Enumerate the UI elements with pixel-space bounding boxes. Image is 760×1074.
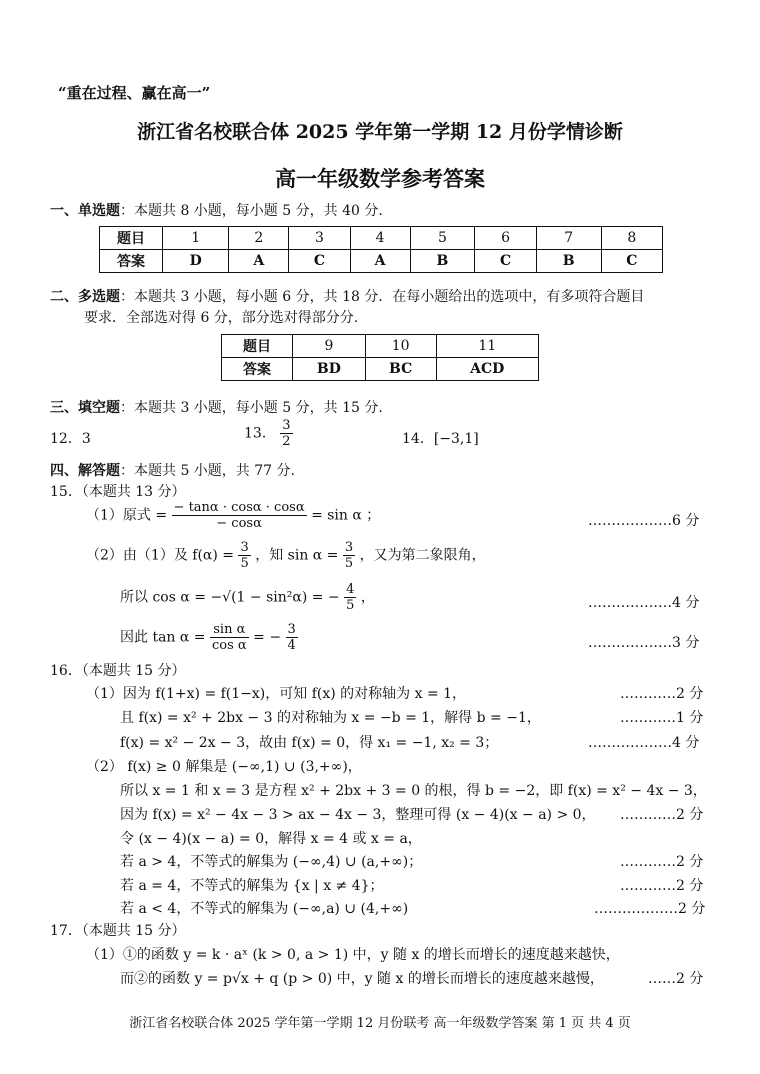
q15-p1-suffix: = sin α ； — [311, 507, 381, 524]
fraction — [210, 622, 249, 653]
question-number: 4 — [350, 227, 410, 250]
answer-q14: 14．[−3,1] — [402, 431, 479, 447]
q15-p4-a: 因此 tan α = — [120, 629, 206, 646]
table-row — [222, 358, 539, 381]
score-mark: ………………4 分 — [588, 595, 700, 611]
section3-heading — [50, 397, 383, 417]
q13-prefix: 13． — [244, 425, 276, 442]
score-mark: ……2 分 — [648, 971, 704, 987]
q17-heading: 17．（本题共 15 分） — [50, 923, 186, 939]
answer-cell: C — [475, 250, 536, 273]
score-mark: …………2 分 — [620, 878, 704, 894]
answer-cell: BC — [365, 358, 436, 381]
q15-heading: 15．（本题共 13 分） — [50, 484, 186, 500]
section4-heading — [50, 460, 295, 480]
question-number: 9 — [293, 335, 366, 358]
row-head-question: 题目 — [100, 227, 163, 250]
document-subtitle: 高一年级数学参考答案 — [275, 166, 485, 191]
numerator: 3 — [240, 540, 249, 555]
fraction — [238, 540, 250, 571]
score-mark: ………………2 分 — [594, 901, 706, 917]
document-title: 浙江省名校联合体 2025 学年第一学期 12 月份学情诊断 — [137, 121, 623, 143]
fraction — [172, 500, 307, 531]
q15-part2-tan — [120, 622, 298, 653]
score-mark: ………………4 分 — [588, 735, 700, 751]
numerator: 4 — [346, 582, 355, 597]
score-mark: …………2 分 — [620, 686, 704, 702]
q16-line: 令 (x − 4)(x − a) = 0，解得 x = 4 或 x = a， — [120, 831, 422, 847]
section1-heading — [50, 200, 383, 220]
score-mark: …………2 分 — [620, 807, 704, 823]
section1-desc: ：本题共 8 小题，每小题 5 分，共 40 分. — [120, 203, 383, 219]
answer-cell: D — [163, 250, 229, 273]
question-number: 2 — [229, 227, 289, 250]
fraction — [343, 540, 355, 571]
q15-p3-a: 所以 cos α = −√(1 − sin²α) = − — [120, 589, 340, 606]
section2-label: 二、多选题 — [50, 289, 120, 305]
page-footer: 浙江省名校联合体 2025 学年第一学期 12 月份联考 高一年级数学答案 第 1 页 共 4 页 — [129, 1016, 631, 1031]
q16-heading: 16．（本题共 15 分） — [50, 663, 186, 679]
q16-line: （1）因为 f(1+x) = f(1−x)，可知 f(x) 的对称轴为 x = 1， — [86, 686, 467, 702]
table-row — [222, 335, 539, 358]
section4-label: 四、解答题 — [50, 463, 120, 479]
denominator: 2 — [282, 434, 291, 449]
section3-desc: ：本题共 3 小题，每小题 5 分，共 15 分. — [120, 400, 383, 416]
answer-q12: 12．3 — [50, 431, 91, 447]
q15-p2-b: ，知 sin α = — [255, 547, 339, 564]
row-head-answer: 答案 — [222, 358, 293, 381]
section1-label: 一、单选题 — [50, 203, 120, 219]
q16-line: 若 a = 4，不等式的解集为 {x | x ≠ 4}； — [120, 878, 384, 894]
q16-line: 因为 f(x) = x² − 4x − 3 > ax − 4x − 3，整理可得 (x − 4)(x − a) > 0， — [120, 807, 596, 823]
q17-line: 而②的函数 y = p√x + q (p > 0) 中，y 随 x 的增长而增长的速度越来越慢， — [120, 971, 604, 987]
answer-cell: C — [289, 250, 350, 273]
q17-line: （1）①的函数 y = k · aˣ (k > 0, a > 1) 中，y 随 x 的增长而增长的速度越来越快， — [86, 947, 620, 963]
q15-p1-prefix: （1）原式 = — [86, 507, 168, 524]
score-mark: …………2 分 — [620, 854, 704, 870]
answer-cell: BD — [293, 358, 366, 381]
section3-label: 三、填空题 — [50, 400, 120, 416]
question-number: 8 — [601, 227, 662, 250]
answer-cell: A — [350, 250, 410, 273]
denominator: 5 — [346, 598, 355, 613]
q15-p2-c: ，又为第二象限角， — [359, 547, 486, 564]
fraction — [286, 622, 298, 653]
numerator: 3 — [287, 622, 296, 637]
section4-desc: ：本题共 5 小题，共 77 分. — [120, 463, 295, 479]
q16-line: 若 a > 4，不等式的解集为 (−∞,4) ∪ (a,+∞)； — [120, 854, 423, 870]
answer-cell: A — [229, 250, 289, 273]
answer-cell: B — [410, 250, 475, 273]
multi-choice-answer-table — [221, 334, 539, 381]
denominator: cos α — [211, 638, 247, 653]
question-number: 10 — [365, 335, 436, 358]
section2-heading — [50, 286, 644, 306]
answer-cell: ACD — [436, 358, 538, 381]
q15-part2 — [86, 540, 486, 571]
q15-part2-cos — [120, 582, 375, 613]
row-head-answer: 答案 — [100, 250, 163, 273]
slogan: “重在过程、赢在高一” — [58, 84, 211, 102]
q15-p3-b: ， — [360, 589, 375, 606]
numerator: 3 — [344, 540, 354, 555]
question-number: 1 — [163, 227, 229, 250]
q16-line: 且 f(x) = x² + 2bx − 3 的对称轴为 x = −b = 1，解得 b = −1， — [120, 710, 541, 726]
question-number: 5 — [410, 227, 475, 250]
answer-q13 — [244, 418, 293, 449]
section2-desc: ：本题共 3 小题，每小题 6 分，共 18 分．在每小题给出的选项中，有多项符合题目 — [120, 289, 645, 305]
q15-p2-a: （2）由（1）及 f(α) = — [86, 547, 235, 564]
q16-line: 所以 x = 1 和 x = 3 是方程 x² + 2bx + 3 = 0 的根，得 b = −2，即 f(x) = x² − 4x − 3， — [120, 783, 707, 799]
numerator: sin α — [210, 622, 249, 638]
q16-line: 若 a < 4，不等式的解集为 (−∞,a) ∪ (4,+∞) — [120, 901, 409, 917]
q15-p4-b: = − — [253, 629, 282, 646]
numerator: − tanα · cosα · cosα — [173, 500, 305, 515]
table-row — [100, 227, 663, 250]
score-mark: ………………6 分 — [588, 513, 700, 529]
single-choice-answer-table — [99, 226, 663, 273]
question-number: 7 — [536, 227, 601, 250]
question-number: 3 — [289, 227, 350, 250]
q16-line: （2） f(x) ≥ 0 解集是 (−∞,1) ∪ (3,+∞)， — [86, 759, 362, 775]
fraction — [280, 418, 292, 449]
table-row — [100, 250, 663, 273]
denominator: 5 — [240, 556, 249, 571]
question-number: 6 — [475, 227, 536, 250]
score-mark: ………………3 分 — [588, 635, 700, 651]
denominator: 4 — [287, 638, 296, 653]
numerator: 3 — [282, 418, 291, 433]
q16-line: f(x) = x² − 2x − 3，故由 f(x) = 0，得 x₁ = −1, x₂ = 3； — [120, 735, 499, 751]
q15-part1 — [86, 500, 380, 531]
denominator: 5 — [344, 556, 354, 571]
answer-cell: C — [601, 250, 662, 273]
score-mark: …………1 分 — [620, 710, 704, 726]
denominator: − cosα — [216, 516, 262, 531]
question-number: 11 — [436, 335, 538, 358]
answer-cell: B — [536, 250, 601, 273]
fraction — [344, 582, 356, 613]
row-head-question: 题目 — [222, 335, 293, 358]
section2-desc-cont: 要求．全部选对得 6 分，部分选对得部分分. — [84, 310, 359, 326]
